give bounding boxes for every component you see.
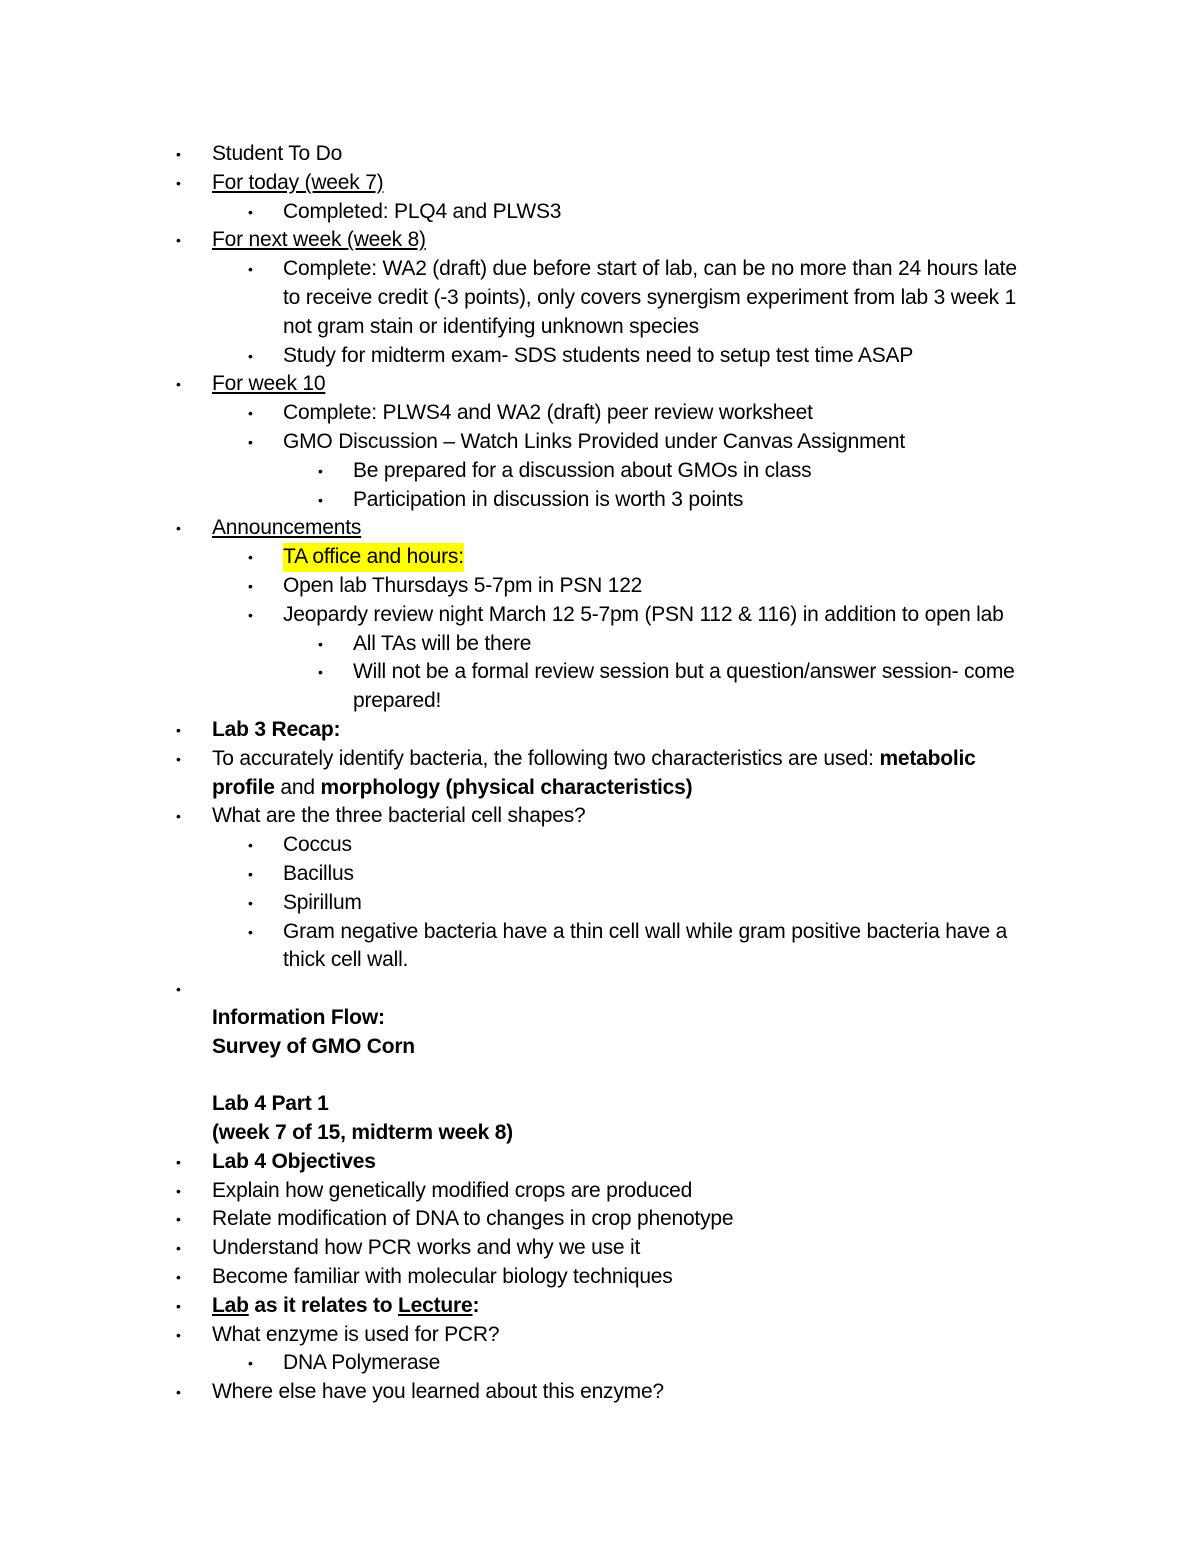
bullet-icon: • bbox=[318, 635, 323, 652]
bullet-icon: • bbox=[248, 203, 253, 220]
lab-week-note: (week 7 of 15, midterm week 8) bbox=[212, 1121, 513, 1145]
list-item bbox=[0, 255, 1200, 284]
list-item-text: prepared! bbox=[353, 689, 442, 713]
bullet-icon: • bbox=[176, 750, 181, 767]
list-item bbox=[0, 140, 1200, 169]
bullet-icon: • bbox=[248, 1355, 253, 1372]
list-item bbox=[0, 428, 1200, 457]
list-item bbox=[0, 802, 1200, 831]
list-item-text: Relate modification of DNA to changes in crop phenotype bbox=[212, 1207, 734, 1231]
list-item bbox=[0, 226, 1200, 255]
list-item bbox=[0, 572, 1200, 601]
list-item bbox=[0, 399, 1200, 428]
list-item bbox=[0, 169, 1200, 198]
list-item-text: Complete: PLWS4 and WA2 (draft) peer review worksheet bbox=[283, 401, 813, 425]
bold-text: profile bbox=[212, 775, 275, 799]
list-item bbox=[0, 918, 1200, 947]
list-item-text: Jeopardy review night March 12 5-7pm (PSN 112 & 116) in addition to open lab bbox=[283, 602, 1004, 626]
list-item bbox=[0, 1148, 1200, 1177]
list-item-text: What are the three bacterial cell shapes? bbox=[212, 804, 586, 828]
list-item-text: not gram stain or identifying unknown species bbox=[283, 314, 699, 338]
list-item-text bbox=[212, 774, 692, 803]
bold-text: metabolic bbox=[879, 746, 976, 770]
section-heading-today: For today (week 7) bbox=[212, 170, 384, 194]
bullet-icon: • bbox=[176, 520, 181, 537]
bullet-icon: • bbox=[248, 837, 253, 854]
list-item-text: Completed: PLQ4 and PLWS3 bbox=[283, 199, 562, 223]
list-item bbox=[0, 860, 1200, 889]
bullet-icon: • bbox=[176, 1211, 181, 1228]
highlighted-text: TA office and hours: bbox=[283, 543, 464, 572]
bullet-icon: • bbox=[318, 462, 323, 479]
bullet-icon: • bbox=[176, 1153, 181, 1170]
list-item-text: DNA Polymerase bbox=[283, 1351, 441, 1375]
section-heading-announcements: Announcements bbox=[212, 516, 362, 540]
list-item-text: Student To Do bbox=[212, 142, 343, 165]
bullet-icon: • bbox=[176, 1326, 181, 1343]
bullet-icon: • bbox=[176, 1384, 181, 1401]
list-item bbox=[0, 1378, 1200, 1407]
text-run: To accurately identify bacteria, the following two characteristics are used: bbox=[212, 746, 880, 770]
list-item-text: Coccus bbox=[283, 833, 352, 857]
bullet-icon: • bbox=[248, 549, 253, 566]
bullet-icon: • bbox=[176, 721, 181, 738]
list-item-text: What enzyme is used for PCR? bbox=[212, 1322, 500, 1346]
section-heading-lab-lecture bbox=[212, 1292, 479, 1321]
bullet-icon: • bbox=[318, 664, 323, 681]
list-item bbox=[0, 486, 1200, 515]
bullet-icon: • bbox=[248, 894, 253, 911]
list-item-text: Be prepared for a discussion about GMOs in class bbox=[353, 458, 812, 482]
lab-title: Lab 4 Part 1 bbox=[212, 1092, 329, 1116]
list-item-continuation bbox=[0, 1119, 1200, 1148]
bullet-icon: • bbox=[176, 1297, 181, 1314]
list-item bbox=[0, 1349, 1200, 1378]
list-item-text: Complete: WA2 (draft) due before start of lab, can be no more than 24 hours late bbox=[283, 257, 1017, 281]
bold-text: morphology (physical characteristics) bbox=[320, 775, 693, 799]
list-item bbox=[0, 1234, 1200, 1263]
text-run: : bbox=[472, 1293, 480, 1317]
bullet-icon: • bbox=[176, 1182, 181, 1199]
blank-line bbox=[0, 1062, 1200, 1091]
bullet-icon: • bbox=[176, 146, 181, 162]
list-item bbox=[0, 831, 1200, 860]
document-page bbox=[0, 140, 1200, 1407]
list-item-continuation bbox=[0, 313, 1200, 342]
list-item bbox=[0, 370, 1200, 399]
list-item-text: Spirillum bbox=[283, 890, 362, 914]
underlined-text: Lecture bbox=[398, 1293, 473, 1317]
bullet-icon: • bbox=[318, 491, 323, 508]
list-item-text: Become familiar with molecular biology techniques bbox=[212, 1265, 673, 1289]
bullet-icon: • bbox=[248, 923, 253, 940]
list-item bbox=[0, 1205, 1200, 1234]
list-item bbox=[0, 1263, 1200, 1292]
list-item-text: Gram negative bacteria have a thin cell wall while gram positive bacteria have a bbox=[283, 919, 1008, 943]
list-item-text: Open lab Thursdays 5-7pm in PSN 122 bbox=[283, 573, 643, 597]
list-item bbox=[0, 630, 1200, 659]
slide-subtitle: Survey of GMO Corn bbox=[212, 1034, 415, 1058]
list-item-text: Will not be a formal review session but a question/answer session- come bbox=[353, 660, 1015, 684]
list-item bbox=[0, 198, 1200, 227]
list-item-text: Study for midterm exam- SDS students need to setup test time ASAP bbox=[283, 343, 914, 367]
bullet-icon: • bbox=[176, 981, 181, 998]
list-item bbox=[0, 543, 1200, 572]
section-heading-week-10: For week 10 bbox=[212, 372, 326, 396]
list-item-text: Where else have you learned about this enzyme? bbox=[212, 1380, 664, 1404]
list-item-continuation bbox=[0, 687, 1200, 716]
list-item bbox=[0, 342, 1200, 371]
bullet-icon: • bbox=[248, 865, 253, 882]
list-item-continuation bbox=[0, 1090, 1200, 1119]
list-item bbox=[0, 514, 1200, 543]
list-item bbox=[0, 601, 1200, 630]
bullet-icon: • bbox=[248, 606, 253, 623]
list-item bbox=[0, 1177, 1200, 1206]
list-item-empty bbox=[0, 975, 1200, 1004]
list-item-text: Explain how genetically modified crops are produced bbox=[212, 1178, 693, 1202]
list-item bbox=[0, 716, 1200, 745]
list-item bbox=[0, 889, 1200, 918]
list-item-text: Bacillus bbox=[283, 861, 354, 885]
bullet-icon: • bbox=[176, 1269, 181, 1286]
bullet-icon: • bbox=[248, 433, 253, 450]
list-item bbox=[0, 745, 1200, 774]
text-run: as it relates to bbox=[248, 1293, 399, 1317]
list-item-text: GMO Discussion – Watch Links Provided under Canvas Assignment bbox=[283, 429, 905, 453]
bullet-icon: • bbox=[176, 174, 181, 191]
list-item-text bbox=[212, 745, 976, 774]
bullet-icon: • bbox=[248, 577, 253, 594]
list-item-text: All TAs will be there bbox=[353, 631, 532, 655]
list-item-text: Participation in discussion is worth 3 points bbox=[353, 487, 744, 511]
list-item-continuation bbox=[0, 1004, 1200, 1033]
bullet-icon: • bbox=[248, 347, 253, 364]
bullet-icon: • bbox=[176, 376, 181, 393]
bullet-icon: • bbox=[248, 261, 253, 278]
list-item-text: thick cell wall. bbox=[283, 948, 409, 972]
bullet-icon: • bbox=[176, 808, 181, 825]
section-heading-lab3-recap: Lab 3 Recap: bbox=[212, 717, 341, 741]
list-item-continuation bbox=[0, 284, 1200, 313]
list-item bbox=[0, 1292, 1200, 1321]
list-item-text: to receive credit (-3 points), only covers synergism experiment from lab 3 week 1 bbox=[283, 285, 1017, 309]
underlined-text: Lab bbox=[212, 1293, 249, 1317]
section-heading-objectives: Lab 4 Objectives bbox=[212, 1149, 376, 1173]
slide-title: Information Flow: bbox=[212, 1005, 385, 1029]
list-item-text: Understand how PCR works and why we use it bbox=[212, 1236, 641, 1260]
bullet-icon: • bbox=[176, 232, 181, 249]
list-item bbox=[0, 1321, 1200, 1350]
bullet-icon: • bbox=[176, 1240, 181, 1257]
list-item-continuation bbox=[0, 774, 1200, 803]
list-item bbox=[0, 658, 1200, 687]
list-item-continuation bbox=[0, 946, 1200, 975]
list-item bbox=[0, 457, 1200, 486]
section-heading-next-week: For next week (week 8) bbox=[212, 228, 426, 252]
bullet-icon: • bbox=[248, 405, 253, 422]
list-item-continuation bbox=[0, 1033, 1200, 1062]
text-run: and bbox=[274, 775, 321, 799]
